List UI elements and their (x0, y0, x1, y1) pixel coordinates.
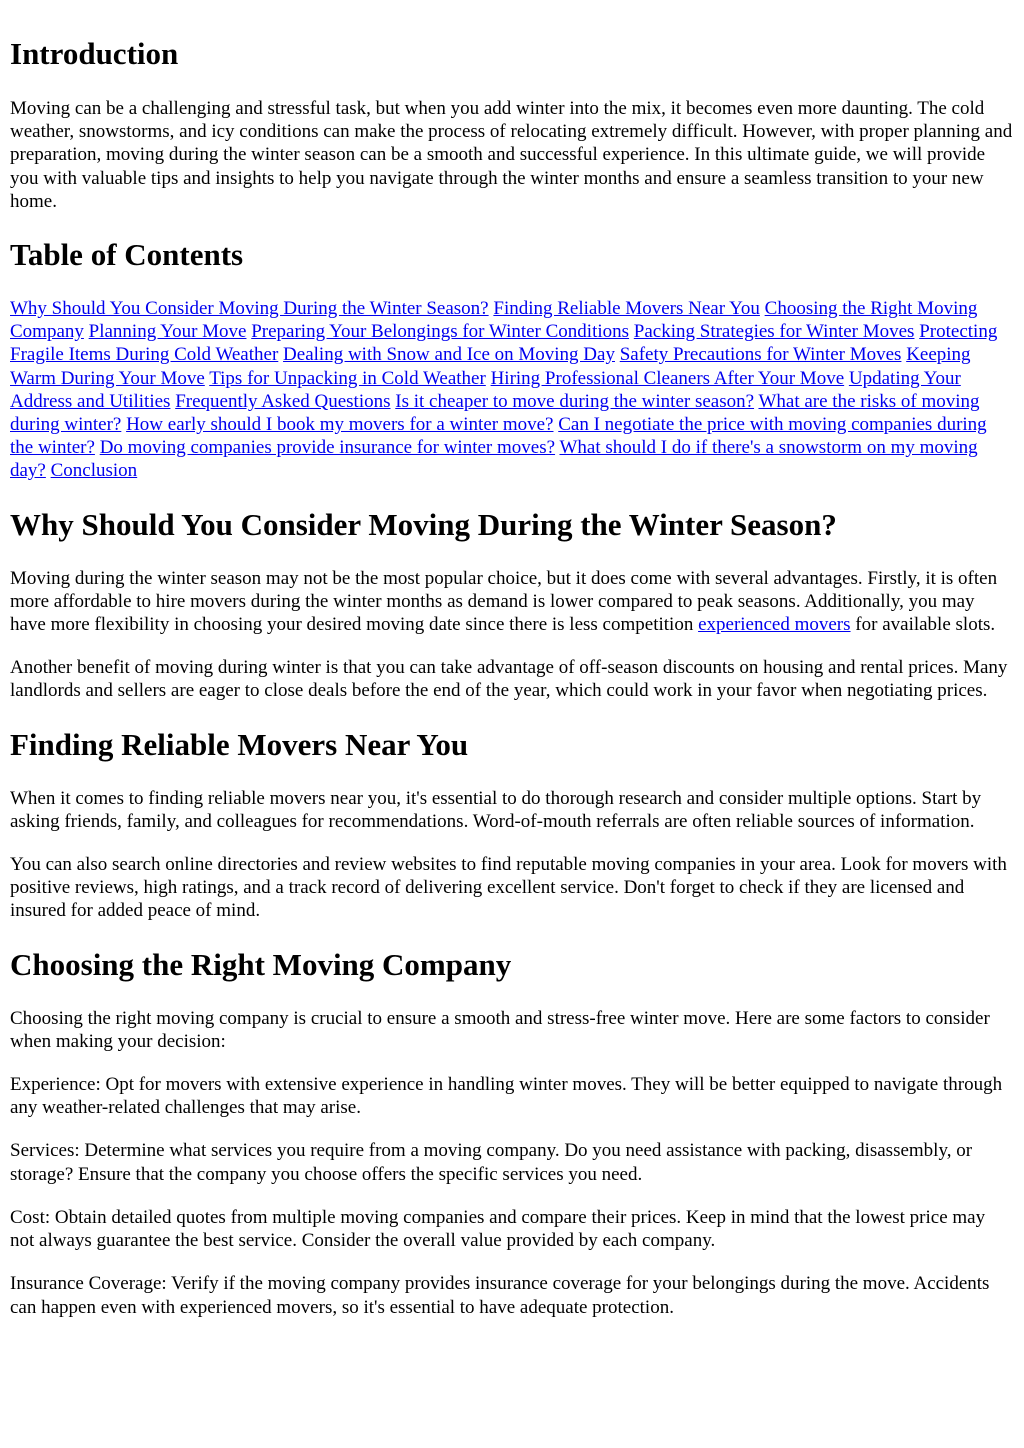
paragraph-text: Moving during the winter season may not be the most popular choice, but it does come with several advantages. Firstly, it is often more affordable to hire movers during the winter months as demand is lower compared to peak seasons. Additionally, you may have more flexibility in choosing your desired moving date since there is less competition (10, 567, 998, 636)
table-of-contents (10, 297, 1014, 483)
experienced-movers-link[interactable]: experienced movers (698, 614, 851, 636)
toc-link[interactable]: Updating Your Address and Utilities (10, 367, 961, 412)
toc-link[interactable]: Frequently Asked Questions (175, 390, 391, 412)
paragraph-finding-movers-1: When it comes to finding reliable movers near you, it's essential to do thorough research and consider multiple options. Start by asking friends, family, and colleagues for recommendations. Word-of-mouth referrals are often reliable sources of information. (10, 787, 982, 832)
paragraph-cost: Cost: Obtain detailed quotes from multiple moving companies and compare their prices. Keep in mind that the lowest price may not always guarantee the best service. Consider the overall value provided by each company. (10, 1206, 986, 1252)
toc-link[interactable]: Safety Precautions for Winter Moves (619, 344, 902, 366)
toc-link[interactable]: Choosing the Right Moving Company (10, 298, 978, 343)
paragraph-services: Services: Determine what services you require from a moving company. Do you need assistance with packing, disassembly, or storage? Ensure that the company you choose offers the specific services you need. (10, 1140, 973, 1185)
toc-link[interactable]: Planning Your Move (88, 321, 247, 343)
toc-link[interactable]: Dealing with Snow and Ice on Moving Day (283, 344, 615, 366)
toc-link[interactable]: Do moving companies provide insurance for winter moves? (99, 437, 556, 459)
heading-table-of-contents: Table of Contents (10, 237, 244, 273)
toc-link[interactable]: Packing Strategies for Winter Moves (633, 321, 915, 343)
paragraph-introduction: Moving can be a challenging and stressful task, but when you add winter into the mix, it becomes even more daunting. The cold weather, snowstorms, and icy conditions can make the process of relocating extremely difficult. However, with proper planning and preparation, moving during the winter season can be a smooth and successful experience. In this ultimate guide, we will provide you with valuable tips and insights to help you navigate through the winter months and ensure a seamless transition to your new home. (10, 98, 1013, 212)
paragraph-why-winter-2: Another benefit of moving during winter is that you can take advantage of off-season discounts on housing and rental prices. Many landlords and sellers are eager to close deals before the end of the year, which could work in your favor when negotiating prices. (10, 657, 1008, 702)
toc-link[interactable]: Preparing Your Belongings for Winter Conditions (251, 321, 630, 343)
heading-finding-movers: Finding Reliable Movers Near You (10, 726, 469, 762)
toc-link[interactable]: What should I do if there's a snowstorm on my moving day? (10, 437, 978, 482)
toc-link[interactable]: How early should I book my movers for a winter move? (126, 414, 554, 436)
toc-link[interactable]: Protecting Fragile Items During Cold Weather (10, 321, 998, 366)
paragraph-experience: Experience: Opt for movers with extensive experience in handling winter moves. They will be better equipped to navigate through any weather-related challenges that may arise. (10, 1074, 1003, 1119)
paragraph-why-winter-1 (10, 567, 1014, 637)
paragraph-finding-movers-2: You can also search online directories and review websites to find reputable moving companies in your area. Look for movers with positive reviews, high ratings, and a track record of delivering excellent service. Don't forget to check if they are licensed and insured for added peace of mind. (10, 854, 1007, 922)
heading-choosing-company: Choosing the Right Moving Company (10, 946, 512, 982)
paragraph-text: for available slots. (850, 614, 996, 636)
toc-link[interactable]: Finding Reliable Movers Near You (493, 298, 760, 320)
toc-link[interactable]: Can I negotiate the price with moving companies during the winter? (10, 414, 987, 459)
toc-link[interactable]: What are the risks of moving during winter? (10, 390, 980, 436)
paragraph-choosing-company-1: Choosing the right moving company is crucial to ensure a smooth and stress-free winter move. Here are some factors to consider when making your decision: (10, 1007, 990, 1052)
toc-link[interactable]: Why Should You Consider Moving During the Winter Season? (10, 298, 489, 320)
toc-link[interactable]: Tips for Unpacking in Cold Weather (209, 367, 486, 389)
paragraph-insurance: Insurance Coverage: Verify if the moving company provides insurance coverage for your belongings during the move. Accidents can happen even with experienced movers, so it's essential to have adequate protection. (10, 1273, 990, 1318)
toc-link[interactable]: Is it cheaper to move during the winter season? (395, 390, 755, 412)
toc-link[interactable]: Hiring Professional Cleaners After Your Move (490, 367, 845, 389)
heading-why-winter: Why Should You Consider Moving During the Winter Season? (10, 506, 837, 542)
toc-link[interactable]: Conclusion (50, 460, 138, 482)
heading-introduction: Introduction (10, 36, 179, 71)
toc-link[interactable]: Keeping Warm During Your Move (10, 344, 971, 389)
